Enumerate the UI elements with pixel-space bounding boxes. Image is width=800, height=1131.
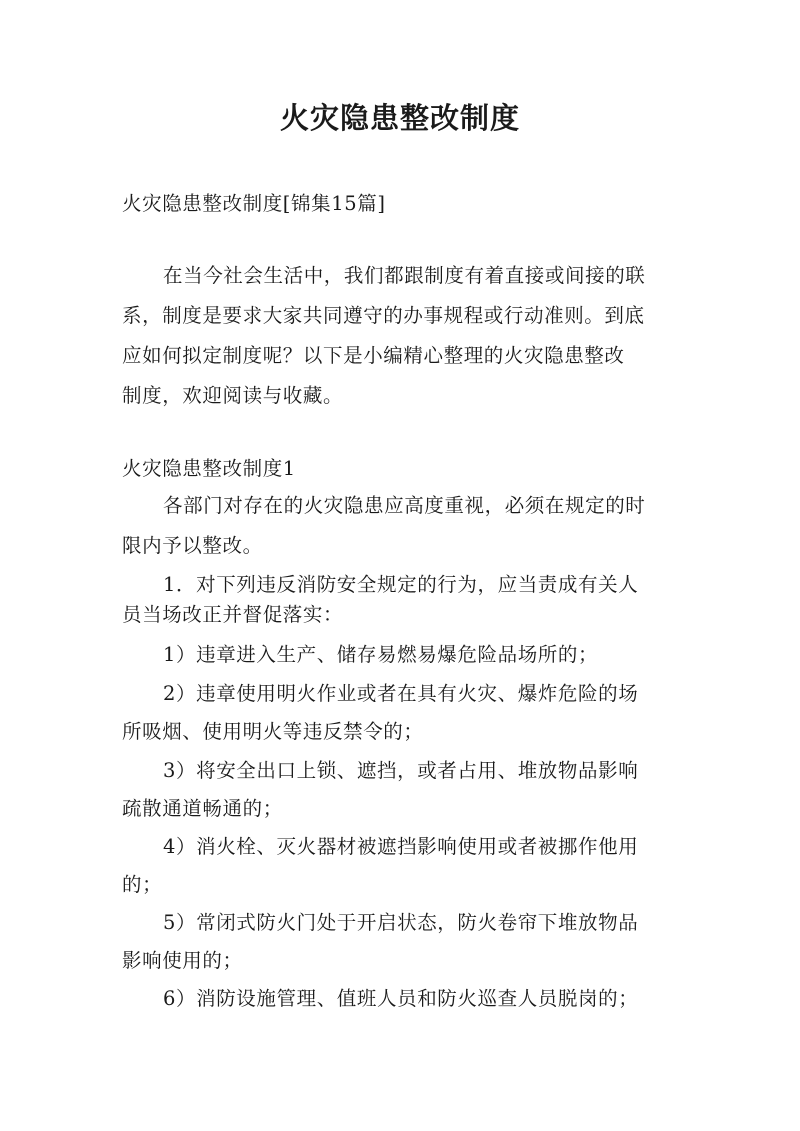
body-line: 影响使用的； <box>122 949 243 972</box>
body-line: 2）违章使用明火作业或者在具有火灾、爆炸危险的场 <box>163 682 639 705</box>
document-subtitle: 火灾隐患整改制度[锦集15篇] <box>122 192 386 215</box>
body-line: 1．对下列违反消防安全规定的行为，应当责成有关人 <box>163 573 639 596</box>
body-line: 6）消防设施管理、值班人员和防火巡查人员脱岗的； <box>163 987 639 1010</box>
body-line: 限内予以整改。 <box>122 534 263 557</box>
body-line: 疏散通道畅通的； <box>122 797 283 820</box>
body-line: 3）将安全出口上锁、遮挡，或者占用、堆放物品影响 <box>163 759 639 782</box>
body-line: 4）消火栓、灭火器材被遮挡影响使用或者被挪作他用 <box>163 835 639 858</box>
intro-line: 在当今社会生活中，我们都跟制度有着直接或间接的联 <box>163 264 646 287</box>
body-line: 5）常闭式防火门处于开启状态，防火卷帘下堆放物品 <box>163 911 639 934</box>
intro-line: 制度，欢迎阅读与收藏。 <box>122 384 344 407</box>
body-line: 各部门对存在的火灾隐患应高度重视，必须在规定的时 <box>163 494 646 517</box>
intro-line: 系，制度是要求大家共同遵守的办事规程或行动准则。到底 <box>122 304 645 327</box>
section-heading: 火灾隐患整改制度1 <box>122 457 296 480</box>
body-line: 员当场改正并督促落实： <box>122 603 344 626</box>
document-title: 火灾隐患整改制度 <box>279 101 520 135</box>
body-line: 所吸烟、使用明火等违反禁令的； <box>122 720 424 743</box>
intro-line: 应如何拟定制度呢？以下是小编精心整理的火灾隐患整改 <box>122 344 625 367</box>
body-line: 1）违章进入生产、储存易燃易爆危险品场所的； <box>163 643 599 666</box>
body-line: 的； <box>122 873 163 896</box>
